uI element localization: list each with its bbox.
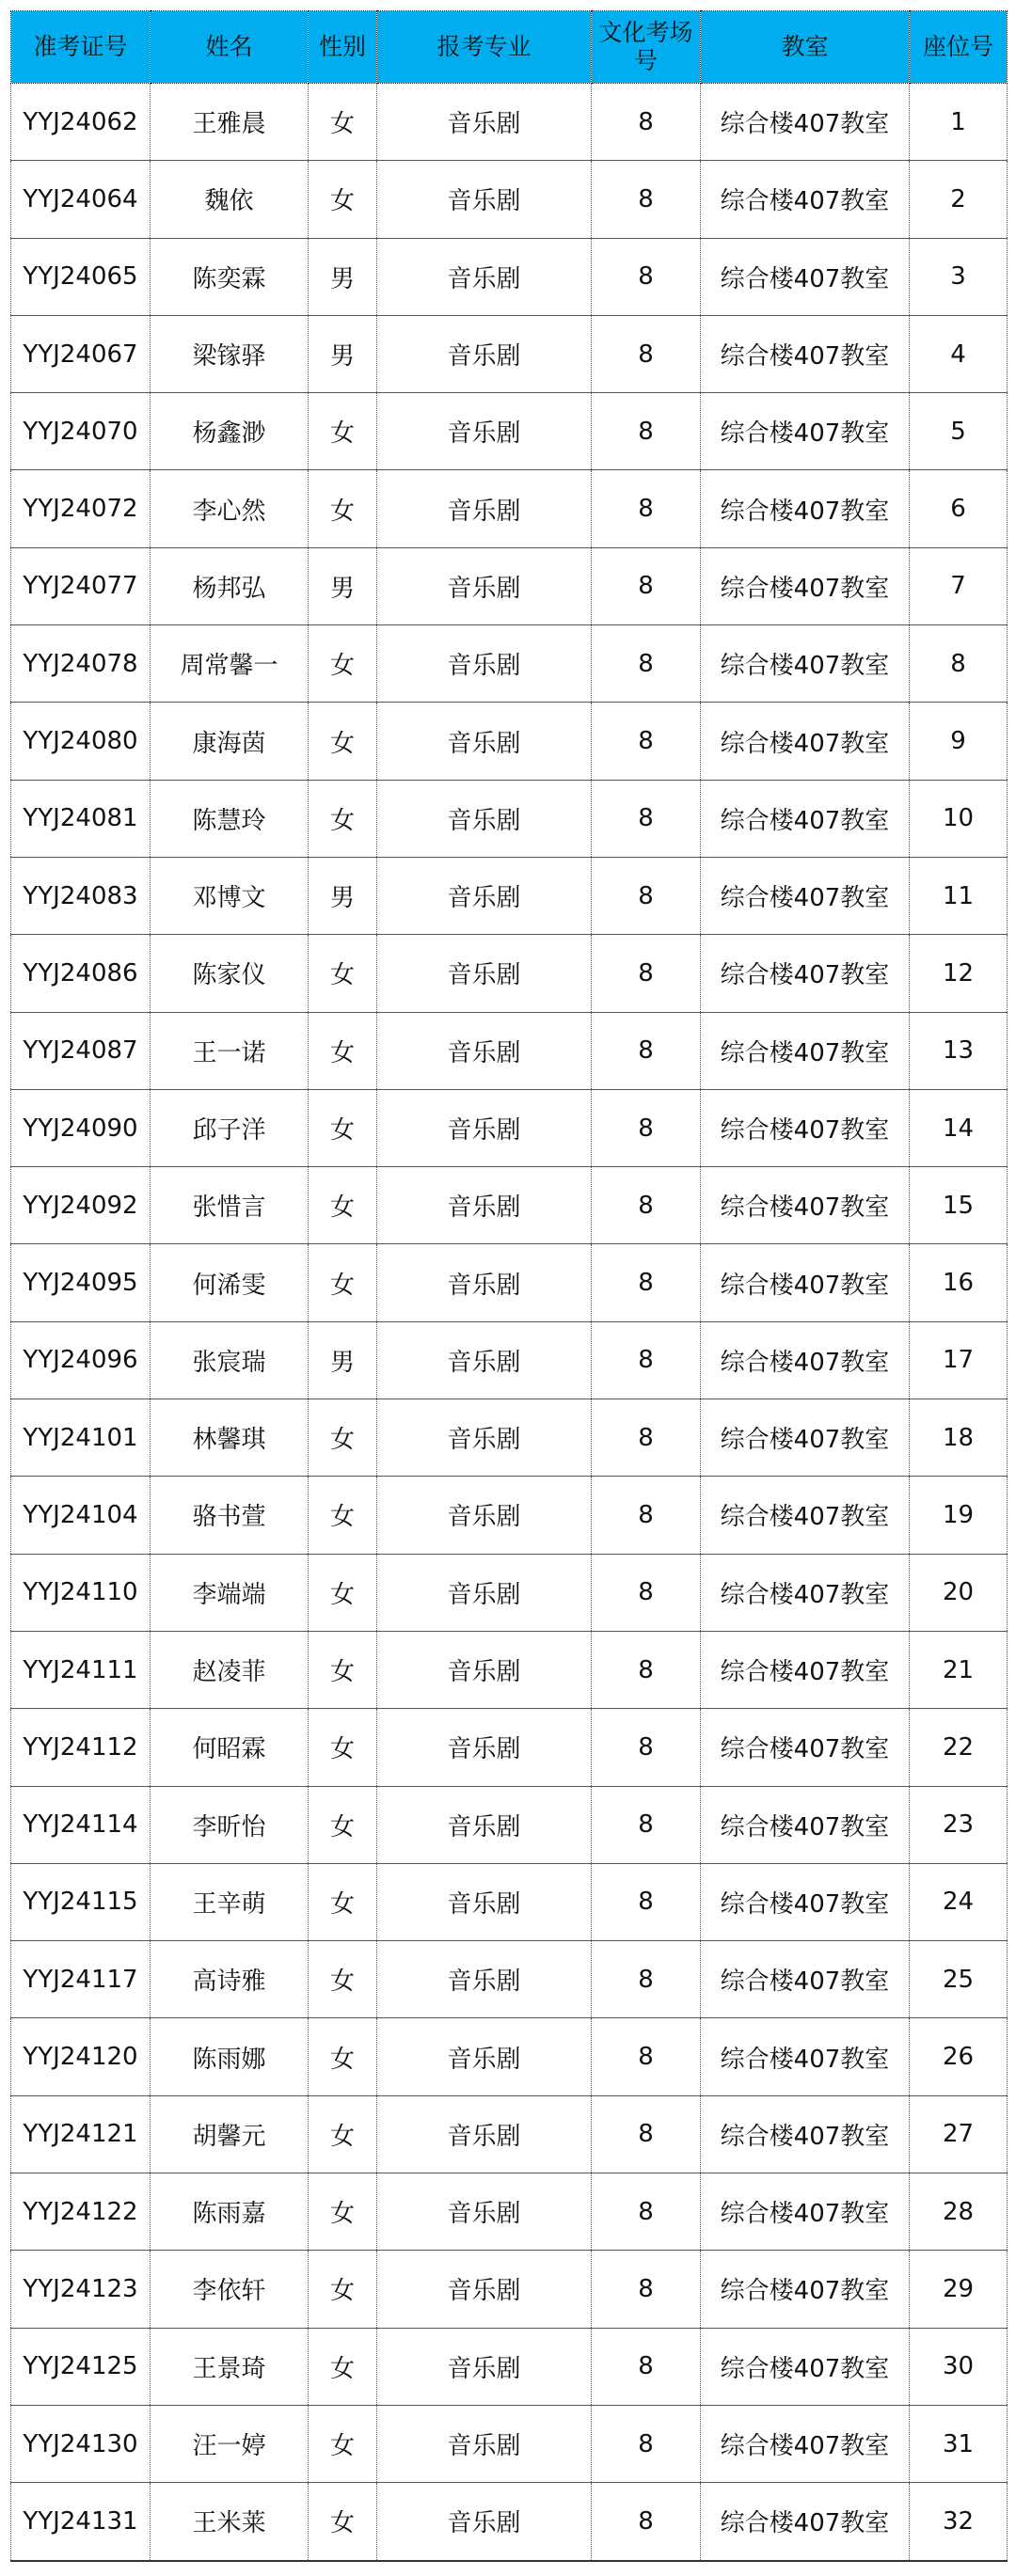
table-row [11,1012,1008,1089]
cell-gender: 男 [309,1321,377,1399]
cell-exam-room-number: 8 [592,780,701,857]
cell-classroom: 综合楼407教室 [701,1631,910,1708]
cell-classroom: 综合楼407教室 [701,1089,910,1166]
cell-name: 王米莱 [151,2483,309,2561]
table-row [11,1786,1008,1863]
header-cell-admission-number: 准考证号 [11,11,151,84]
table-row [11,1321,1008,1399]
cell-classroom: 综合楼407教室 [701,547,910,624]
cell-gender: 女 [309,2018,377,2095]
cell-major: 音乐剧 [377,2405,592,2482]
cell-seat-number: 32 [910,2483,1008,2561]
cell-gender: 女 [309,625,377,703]
cell-seat-number: 31 [910,2405,1008,2482]
cell-classroom: 综合楼407教室 [701,2483,910,2561]
exam-seating-sheet [10,10,1007,2562]
cell-exam-room-number: 8 [592,2173,701,2251]
cell-exam-room-number: 8 [592,1554,701,1631]
cell-seat-number: 1 [910,84,1008,161]
cell-admission-number: YYJ24122 [11,2173,151,2251]
cell-classroom: 综合楼407教室 [701,1167,910,1244]
cell-name: 汪一婷 [151,2405,309,2482]
cell-seat-number: 24 [910,1863,1008,1940]
cell-classroom: 综合楼407教室 [701,1863,910,1940]
table-row [11,1399,1008,1477]
table-header [11,11,1008,84]
cell-classroom: 综合楼407教室 [701,84,910,161]
table-row [11,2405,1008,2482]
cell-gender: 女 [309,703,377,780]
cell-admission-number: YYJ24131 [11,2483,151,2561]
cell-name: 李依轩 [151,2251,309,2328]
cell-gender: 女 [309,393,377,470]
cell-classroom: 综合楼407教室 [701,703,910,780]
cell-admission-number: YYJ24086 [11,935,151,1012]
table-row [11,1863,1008,1940]
header-cell-exam-room-number: 文化考场号 [592,11,701,84]
table-row [11,547,1008,624]
cell-name: 陈家仪 [151,935,309,1012]
cell-exam-room-number: 8 [592,935,701,1012]
cell-name: 邓博文 [151,857,309,934]
cell-classroom: 综合楼407教室 [701,935,910,1012]
cell-gender: 女 [309,780,377,857]
cell-major: 音乐剧 [377,1321,592,1399]
cell-admission-number: YYJ24067 [11,315,151,392]
cell-exam-room-number: 8 [592,1167,701,1244]
cell-gender: 女 [309,470,377,547]
table-row [11,238,1008,315]
table-row [11,315,1008,392]
cell-name: 胡馨元 [151,2095,309,2173]
table-row [11,1089,1008,1166]
cell-seat-number: 27 [910,2095,1008,2173]
cell-seat-number: 2 [910,161,1008,238]
cell-exam-room-number: 8 [592,1863,701,1940]
cell-name: 何浠雯 [151,1244,309,1321]
cell-major: 音乐剧 [377,238,592,315]
cell-exam-room-number: 8 [592,2405,701,2482]
cell-major: 音乐剧 [377,393,592,470]
cell-classroom: 综合楼407教室 [701,1244,910,1321]
cell-admission-number: YYJ24123 [11,2251,151,2328]
table-row [11,1554,1008,1631]
cell-admission-number: YYJ24081 [11,780,151,857]
cell-admission-number: YYJ24095 [11,1244,151,1321]
cell-major: 音乐剧 [377,1631,592,1708]
cell-classroom: 综合楼407教室 [701,1941,910,2018]
table-row [11,2328,1008,2405]
cell-classroom: 综合楼407教室 [701,2018,910,2095]
cell-admission-number: YYJ24110 [11,1554,151,1631]
table-row [11,1941,1008,2018]
cell-admission-number: YYJ24117 [11,1941,151,2018]
cell-major: 音乐剧 [377,857,592,934]
cell-exam-room-number: 8 [592,1012,701,1089]
table-row [11,161,1008,238]
cell-classroom: 综合楼407教室 [701,780,910,857]
cell-name: 魏依 [151,161,309,238]
table-row [11,2173,1008,2251]
cell-admission-number: YYJ24077 [11,547,151,624]
cell-name: 梁镓驿 [151,315,309,392]
cell-major: 音乐剧 [377,2328,592,2405]
header-cell-seat-number: 座位号 [910,11,1008,84]
cell-admission-number: YYJ24083 [11,857,151,934]
cell-exam-room-number: 8 [592,1477,701,1554]
cell-admission-number: YYJ24087 [11,1012,151,1089]
cell-exam-room-number: 8 [592,1631,701,1708]
cell-major: 音乐剧 [377,470,592,547]
cell-major: 音乐剧 [377,1554,592,1631]
cell-classroom: 综合楼407教室 [701,2095,910,2173]
cell-exam-room-number: 8 [592,703,701,780]
cell-gender: 女 [309,84,377,161]
cell-name: 李心然 [151,470,309,547]
cell-exam-room-number: 8 [592,857,701,934]
table-row [11,393,1008,470]
cell-gender: 女 [309,1167,377,1244]
cell-admission-number: YYJ24096 [11,1321,151,1399]
cell-seat-number: 8 [910,625,1008,703]
cell-exam-room-number: 8 [592,1089,701,1166]
cell-seat-number: 5 [910,393,1008,470]
cell-exam-room-number: 8 [592,1941,701,2018]
cell-classroom: 综合楼407教室 [701,1321,910,1399]
cell-name: 邱子洋 [151,1089,309,1166]
cell-admission-number: YYJ24062 [11,84,151,161]
cell-classroom: 综合楼407教室 [701,625,910,703]
cell-name: 李昕怡 [151,1786,309,1863]
cell-seat-number: 4 [910,315,1008,392]
cell-exam-room-number: 8 [592,1244,701,1321]
cell-seat-number: 16 [910,1244,1008,1321]
cell-major: 音乐剧 [377,1709,592,1786]
cell-major: 音乐剧 [377,1786,592,1863]
cell-admission-number: YYJ24120 [11,2018,151,2095]
cell-classroom: 综合楼407教室 [701,315,910,392]
cell-major: 音乐剧 [377,1941,592,2018]
header-cell-name: 姓名 [151,11,309,84]
cell-seat-number: 6 [910,470,1008,547]
table-body [11,84,1008,2561]
cell-seat-number: 30 [910,2328,1008,2405]
cell-seat-number: 18 [910,1399,1008,1477]
cell-name: 张宸瑞 [151,1321,309,1399]
cell-exam-room-number: 8 [592,2328,701,2405]
cell-major: 音乐剧 [377,2018,592,2095]
cell-admission-number: YYJ24114 [11,1786,151,1863]
cell-major: 音乐剧 [377,625,592,703]
cell-name: 陈慧玲 [151,780,309,857]
cell-exam-room-number: 8 [592,393,701,470]
cell-major: 音乐剧 [377,1244,592,1321]
cell-seat-number: 15 [910,1167,1008,1244]
cell-name: 陈雨娜 [151,2018,309,2095]
cell-major: 音乐剧 [377,2251,592,2328]
cell-gender: 女 [309,2328,377,2405]
header-cell-major: 报考专业 [377,11,592,84]
cell-classroom: 综合楼407教室 [701,2405,910,2482]
cell-exam-room-number: 8 [592,2483,701,2561]
cell-gender: 女 [309,1631,377,1708]
cell-admission-number: YYJ24070 [11,393,151,470]
cell-seat-number: 3 [910,238,1008,315]
cell-exam-room-number: 8 [592,2018,701,2095]
cell-admission-number: YYJ24115 [11,1863,151,1940]
cell-exam-room-number: 8 [592,315,701,392]
table-row [11,703,1008,780]
cell-seat-number: 14 [910,1089,1008,1166]
cell-major: 音乐剧 [377,547,592,624]
cell-admission-number: YYJ24104 [11,1477,151,1554]
cell-exam-room-number: 8 [592,161,701,238]
table-row [11,857,1008,934]
table-row [11,1167,1008,1244]
cell-gender: 女 [309,935,377,1012]
cell-classroom: 综合楼407教室 [701,2251,910,2328]
table-row [11,780,1008,857]
cell-name: 王辛萌 [151,1863,309,1940]
cell-gender: 女 [309,161,377,238]
cell-classroom: 综合楼407教室 [701,1786,910,1863]
cell-seat-number: 19 [910,1477,1008,1554]
cell-admission-number: YYJ24125 [11,2328,151,2405]
cell-classroom: 综合楼407教室 [701,161,910,238]
cell-exam-room-number: 8 [592,84,701,161]
cell-classroom: 综合楼407教室 [701,2173,910,2251]
cell-name: 陈雨嘉 [151,2173,309,2251]
cell-admission-number: YYJ24112 [11,1709,151,1786]
cell-gender: 男 [309,547,377,624]
cell-exam-room-number: 8 [592,625,701,703]
table-row [11,1244,1008,1321]
header-cell-gender: 性别 [309,11,377,84]
cell-classroom: 综合楼407教室 [701,857,910,934]
cell-exam-room-number: 8 [592,1786,701,1863]
cell-major: 音乐剧 [377,315,592,392]
cell-classroom: 综合楼407教室 [701,1477,910,1554]
cell-name: 杨鑫渺 [151,393,309,470]
exam-seating-table [10,10,1008,2562]
cell-admission-number: YYJ24065 [11,238,151,315]
table-row [11,625,1008,703]
cell-exam-room-number: 8 [592,1321,701,1399]
table-row [11,2018,1008,2095]
cell-gender: 男 [309,238,377,315]
cell-major: 音乐剧 [377,1012,592,1089]
cell-admission-number: YYJ24130 [11,2405,151,2482]
cell-seat-number: 9 [910,703,1008,780]
cell-admission-number: YYJ24078 [11,625,151,703]
cell-gender: 女 [309,2095,377,2173]
cell-gender: 女 [309,2483,377,2561]
cell-major: 音乐剧 [377,935,592,1012]
cell-classroom: 综合楼407教室 [701,1709,910,1786]
cell-exam-room-number: 8 [592,2095,701,2173]
cell-seat-number: 20 [910,1554,1008,1631]
cell-seat-number: 22 [910,1709,1008,1786]
cell-classroom: 综合楼407教室 [701,470,910,547]
cell-major: 音乐剧 [377,703,592,780]
cell-admission-number: YYJ24064 [11,161,151,238]
cell-gender: 男 [309,315,377,392]
cell-name: 王雅晨 [151,84,309,161]
cell-seat-number: 11 [910,857,1008,934]
table-row [11,2095,1008,2173]
cell-seat-number: 10 [910,780,1008,857]
cell-major: 音乐剧 [377,780,592,857]
table-row [11,935,1008,1012]
cell-seat-number: 25 [910,1941,1008,2018]
cell-major: 音乐剧 [377,2095,592,2173]
cell-name: 何昭霖 [151,1709,309,1786]
cell-major: 音乐剧 [377,1863,592,1940]
table-row [11,1477,1008,1554]
cell-name: 王景琦 [151,2328,309,2405]
cell-gender: 女 [309,1709,377,1786]
cell-seat-number: 7 [910,547,1008,624]
cell-seat-number: 23 [910,1786,1008,1863]
cell-exam-room-number: 8 [592,547,701,624]
cell-gender: 女 [309,1554,377,1631]
table-row [11,2251,1008,2328]
table-row [11,1631,1008,1708]
cell-seat-number: 13 [910,1012,1008,1089]
table-row [11,84,1008,161]
cell-classroom: 综合楼407教室 [701,1399,910,1477]
cell-classroom: 综合楼407教室 [701,1012,910,1089]
cell-admission-number: YYJ24111 [11,1631,151,1708]
cell-admission-number: YYJ24090 [11,1089,151,1166]
cell-admission-number: YYJ24101 [11,1399,151,1477]
cell-seat-number: 26 [910,2018,1008,2095]
cell-gender: 女 [309,1941,377,2018]
cell-major: 音乐剧 [377,84,592,161]
header-cell-classroom: 教室 [701,11,910,84]
cell-gender: 女 [309,1477,377,1554]
cell-exam-room-number: 8 [592,2251,701,2328]
cell-seat-number: 28 [910,2173,1008,2251]
cell-gender: 男 [309,857,377,934]
cell-name: 王一诺 [151,1012,309,1089]
cell-seat-number: 12 [910,935,1008,1012]
cell-name: 李端端 [151,1554,309,1631]
cell-gender: 女 [309,1786,377,1863]
table-row [11,1709,1008,1786]
cell-gender: 女 [309,1863,377,1940]
cell-gender: 女 [309,1244,377,1321]
cell-name: 张惜言 [151,1167,309,1244]
cell-name: 康海茵 [151,703,309,780]
cell-name: 周常馨一 [151,625,309,703]
cell-admission-number: YYJ24080 [11,703,151,780]
cell-seat-number: 17 [910,1321,1008,1399]
cell-admission-number: YYJ24072 [11,470,151,547]
cell-name: 杨邦弘 [151,547,309,624]
table-row [11,2483,1008,2561]
cell-name: 赵凌菲 [151,1631,309,1708]
cell-major: 音乐剧 [377,1167,592,1244]
cell-classroom: 综合楼407教室 [701,238,910,315]
cell-name: 陈奕霖 [151,238,309,315]
cell-classroom: 综合楼407教室 [701,393,910,470]
cell-admission-number: YYJ24121 [11,2095,151,2173]
cell-gender: 女 [309,1399,377,1477]
header-row [11,11,1008,84]
cell-major: 音乐剧 [377,1089,592,1166]
cell-major: 音乐剧 [377,161,592,238]
cell-gender: 女 [309,2405,377,2482]
cell-major: 音乐剧 [377,2483,592,2561]
cell-classroom: 综合楼407教室 [701,2328,910,2405]
cell-seat-number: 29 [910,2251,1008,2328]
cell-exam-room-number: 8 [592,238,701,315]
cell-admission-number: YYJ24092 [11,1167,151,1244]
cell-seat-number: 21 [910,1631,1008,1708]
cell-gender: 女 [309,2251,377,2328]
cell-exam-room-number: 8 [592,1709,701,1786]
cell-major: 音乐剧 [377,1477,592,1554]
cell-major: 音乐剧 [377,2173,592,2251]
cell-exam-room-number: 8 [592,470,701,547]
cell-name: 骆书萱 [151,1477,309,1554]
cell-classroom: 综合楼407教室 [701,1554,910,1631]
cell-gender: 女 [309,2173,377,2251]
table-row [11,470,1008,547]
cell-gender: 女 [309,1089,377,1166]
cell-name: 高诗雅 [151,1941,309,2018]
cell-gender: 女 [309,1012,377,1089]
cell-major: 音乐剧 [377,1399,592,1477]
cell-name: 林馨琪 [151,1399,309,1477]
cell-exam-room-number: 8 [592,1399,701,1477]
